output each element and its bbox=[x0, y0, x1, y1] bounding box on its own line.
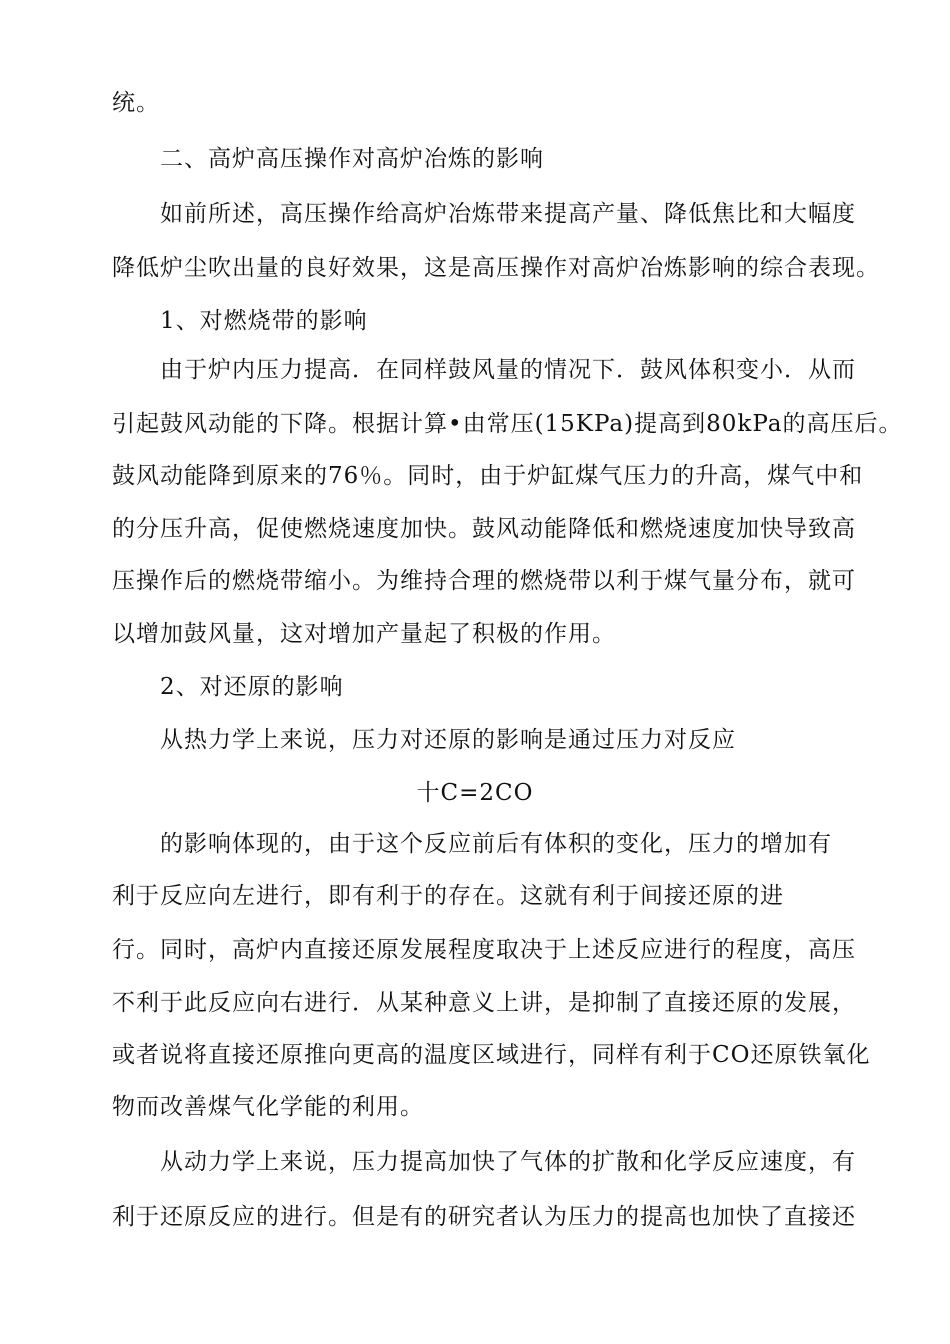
equation: 十C=2CO bbox=[416, 780, 534, 806]
paragraph-line: 如前所述，高压操作给高炉冶炼带来提高产量、降低焦比和大幅度 bbox=[160, 201, 856, 227]
paragraph-line: 的分压升高，促使燃烧速度加快。鼓风动能降低和燃烧速度加快导致高 bbox=[112, 516, 856, 542]
paragraph-line: 鼓风动能降到原来的76％。同时，由于炉缸煤气压力的升高，煤气中和 bbox=[112, 463, 864, 489]
paragraph-line: 行。同时，高炉内直接还原发展程度取决于上述反应进行的程度，高压 bbox=[112, 937, 856, 963]
subsection-heading: 2、对还原的影响 bbox=[160, 674, 344, 700]
paragraph-line: 从动力学上来说，压力提高加快了气体的扩散和化学反应速度，有 bbox=[160, 1149, 856, 1175]
text-line: 统。 bbox=[112, 90, 160, 116]
paragraph-line: 的影响体现的，由于这个反应前后有体积的变化，压力的增加有 bbox=[160, 831, 832, 857]
paragraph-line: 引起鼓风动能的下降。根据计算•由常压(15KPa)提高到80kPa的高压后。 bbox=[112, 411, 903, 437]
paragraph-line: 以增加鼓风量，这对增加产量起了积极的作用。 bbox=[112, 621, 616, 647]
paragraph-line: 利于反应向左进行，即有利于的存在。这就有利于间接还原的进 bbox=[112, 883, 784, 909]
paragraph-line: 降低炉尘吹出量的良好效果，这是高压操作对高炉冶炼影响的综合表现。 bbox=[112, 255, 880, 281]
section-heading: 二、高炉高压操作对高炉冶炼的影响 bbox=[160, 146, 544, 172]
paragraph-line: 从热力学上来说，压力对还原的影响是通过压力对反应 bbox=[160, 727, 736, 753]
paragraph-line: 或者说将直接还原推向更高的温度区域进行，同样有利于CO还原铁氧化 bbox=[112, 1042, 871, 1068]
paragraph-line: 利于还原反应的进行。但是有的研究者认为压力的提高也加快了直接还 bbox=[112, 1204, 856, 1230]
paragraph-line: 压操作后的燃烧带缩小。为维持合理的燃烧带以利于煤气量分布，就可 bbox=[112, 568, 856, 594]
paragraph-line: 不利于此反应向右进行．从某种意义上讲，是抑制了直接还原的发展， bbox=[112, 990, 856, 1016]
paragraph-line: 由于炉内压力提高．在同样鼓风量的情况下．鼓风体积变小．从而 bbox=[160, 357, 856, 383]
subsection-heading: 1、对燃烧带的影响 bbox=[160, 308, 368, 334]
paragraph-line: 物而改善煤气化学能的利用。 bbox=[112, 1094, 424, 1120]
